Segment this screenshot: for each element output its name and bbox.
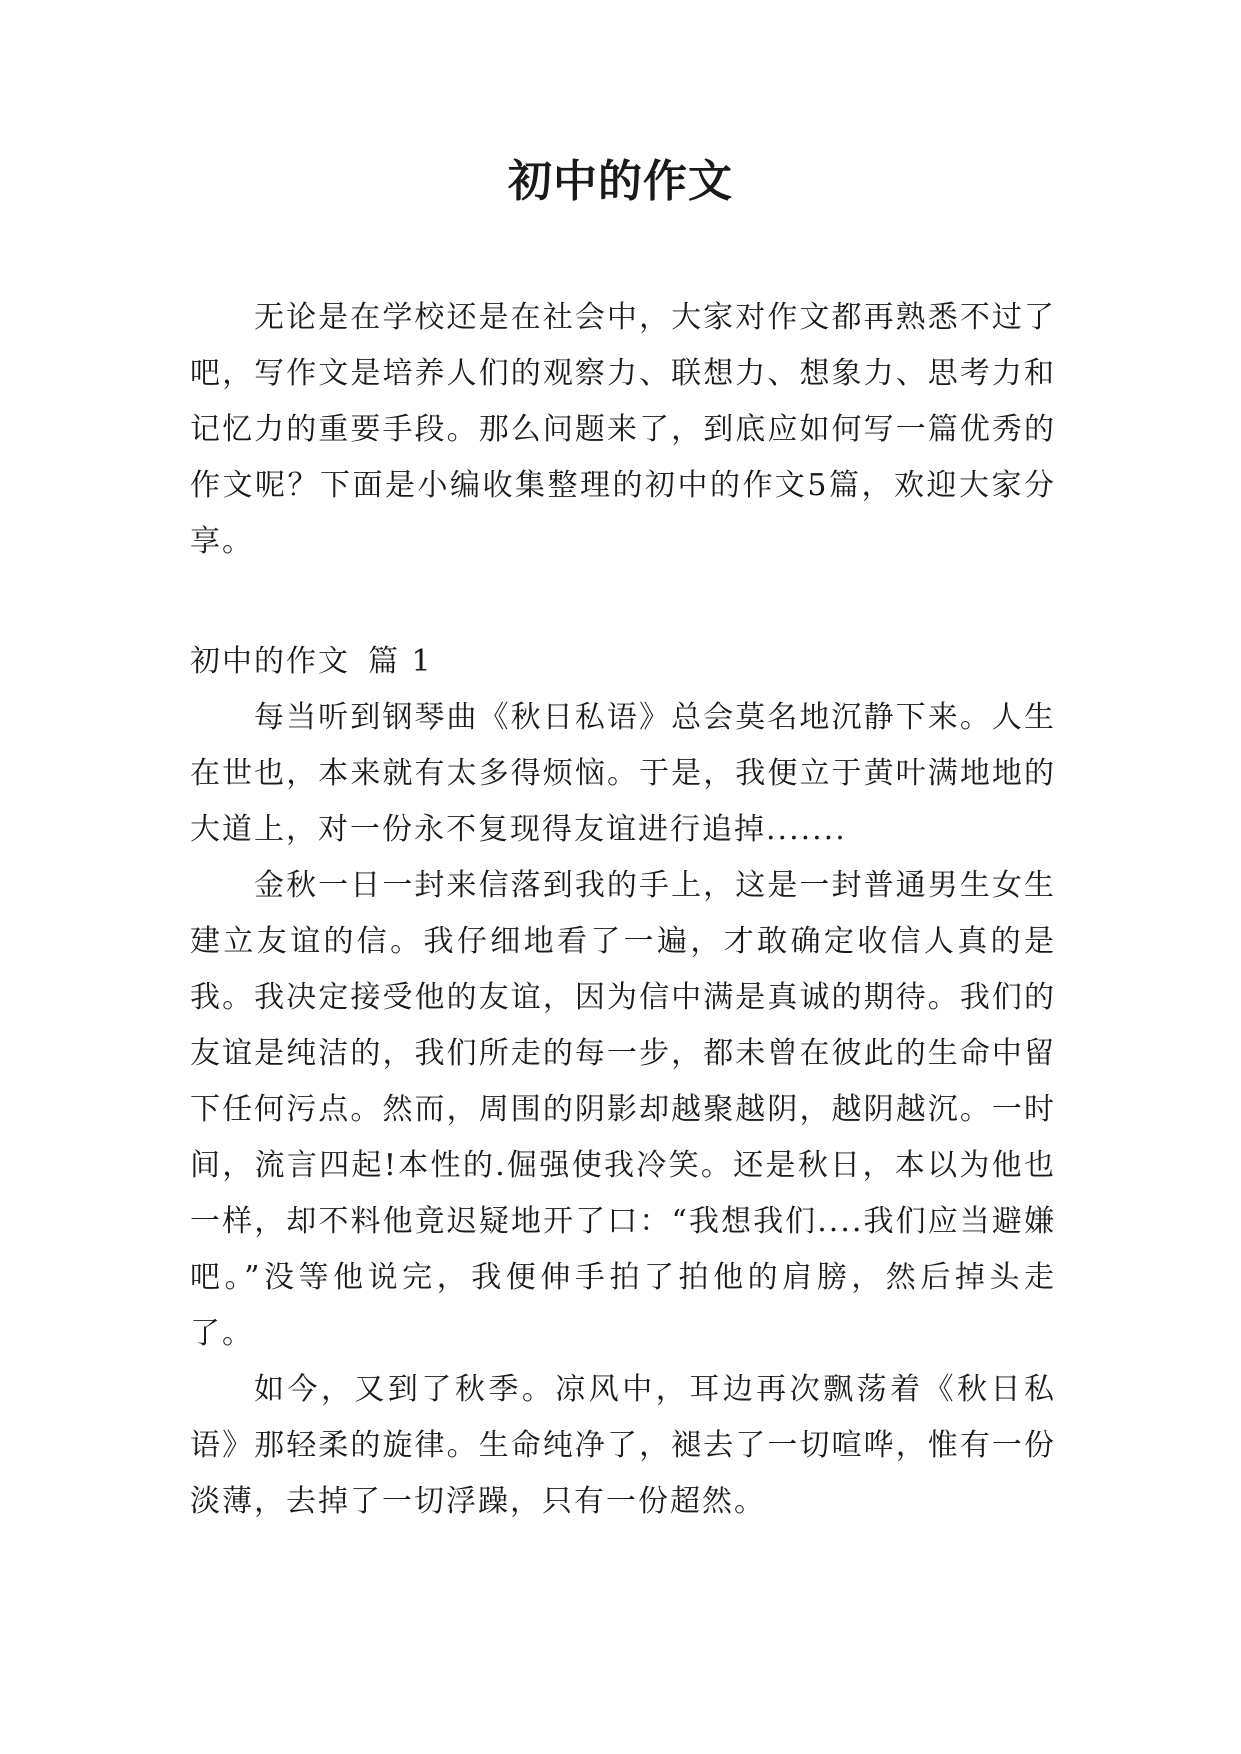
- section-heading-number: 篇 1: [368, 644, 433, 679]
- body-paragraph-3: 如今，又到了秋季。凉风中，耳边再次飘荡着《秋日私语》那轻柔的旋律。生命纯净了，褪去了一切喧哗，惟有一份淡薄，去掉了一切浮躁，只有一份超然。: [190, 1372, 1056, 1519]
- body-paragraph-1: 每当听到钢琴曲《秋日私语》总会莫名地沉静下来。人生在世也，本来就有太多得烦恼。于是，我便立于黄叶满地地的大道上，对一份永不复现得友谊进行追掉.......: [190, 700, 1056, 847]
- section-heading-title: 初中的作文: [190, 644, 350, 679]
- document-body: [190, 290, 1056, 1530]
- body-paragraph-2: 金秋一日一封来信落到我的手上，这是一封普通男生女生建立友谊的信。我仔细地看了一遍，才敢确定收信人真的是我。我决定接受他的友谊，因为信中满是真诚的期待。我们的友谊是纯洁的，我们所走的每一步，都未曾在彼此的生命中留下任何污点。然而，周围的阴影却越聚越阴，越阴越沉。一时间，流言四起!本性的.倔强使我冷笑。还是秋日，本以为他也一样，却不料他竟迟疑地开了口：“我想我们....我们应当避嫌吧。”没等他说完，我便伸手拍了拍他的肩膀，然后掉头走了。: [190, 868, 1056, 1351]
- document-title: 初中的作文: [508, 156, 733, 207]
- section-heading: [190, 634, 1056, 690]
- intro-paragraph: 无论是在学校还是在社会中，大家对作文都再熟悉不过了吧，写作文是培养人们的观察力、联想力、想象力、思考力和记忆力的重要手段。那么问题来了，到底应如何写一篇优秀的作文呢？下面是小编收集整理的初中的作文5篇，欢迎大家分享。: [190, 300, 1056, 559]
